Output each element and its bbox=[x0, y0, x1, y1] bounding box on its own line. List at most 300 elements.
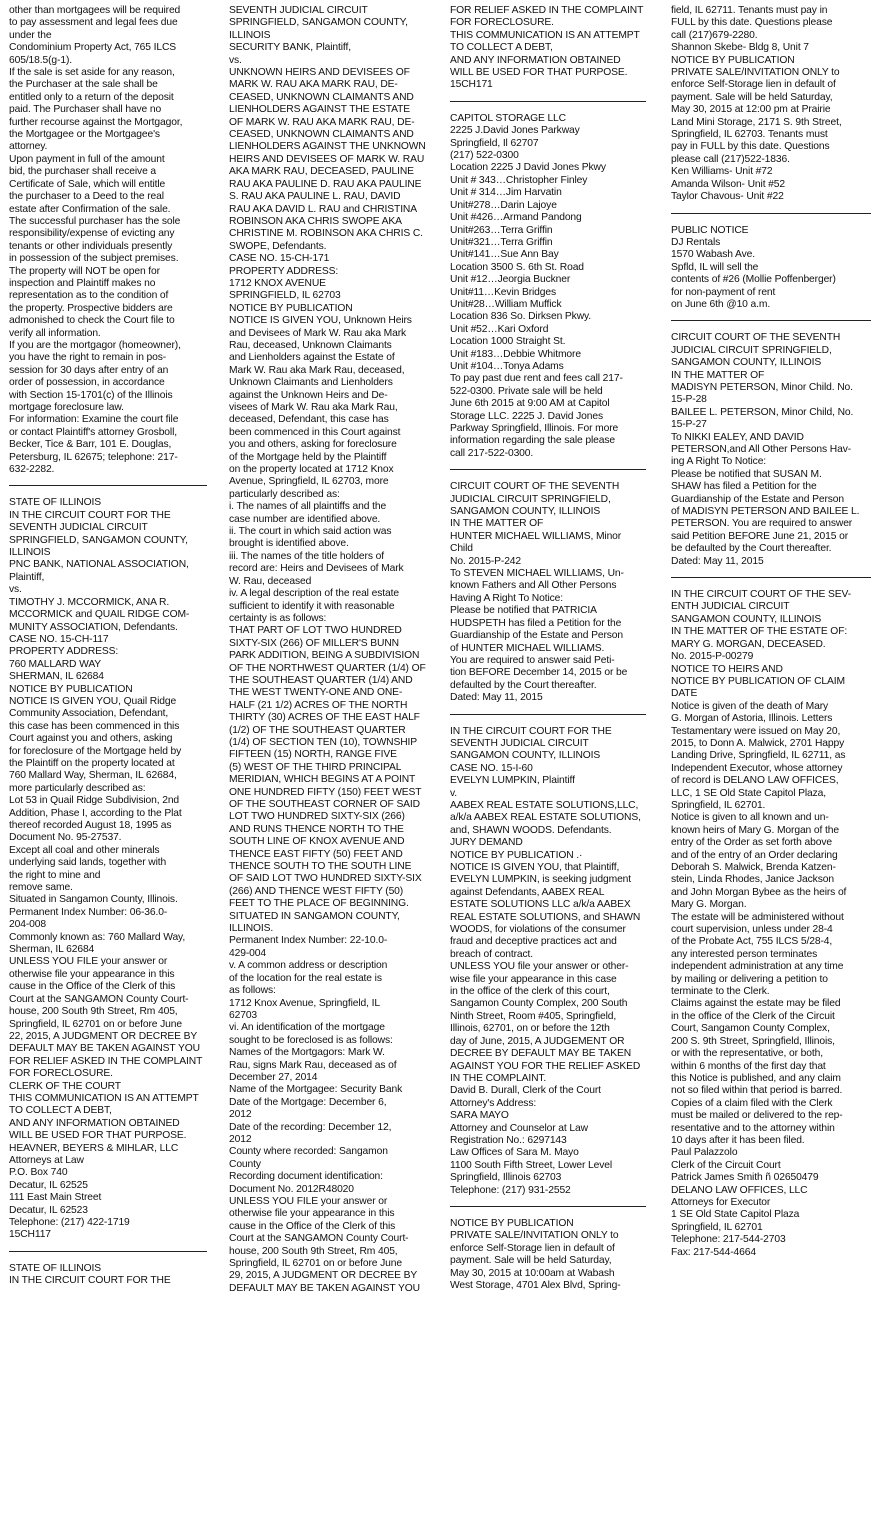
notice-line: Decatur, IL 62525 bbox=[9, 1179, 88, 1191]
notice-line: otherwise file your appearance in this bbox=[9, 968, 175, 980]
notice-line: Unit #104…Tonya Adams bbox=[450, 360, 564, 372]
notice-line: RAU AKA PAULINE D. RAU AKA PAULINE bbox=[229, 178, 422, 190]
notice-line: THE SOUTHEAST QUARTER (1/4) AND bbox=[229, 674, 413, 686]
notice-line: Guardianship of the Estate and Person bbox=[671, 493, 845, 505]
notice-line: remove same. bbox=[9, 882, 73, 894]
notice-line: 62703 bbox=[229, 1009, 258, 1021]
notice-line: MARK W. RAU AKA MARK RAU, DE- bbox=[229, 79, 398, 91]
notice-line: Deborah S. Malwick, Brenda Katzen- bbox=[671, 862, 836, 873]
notice-line: 15-P-27 bbox=[671, 419, 707, 431]
notice-line: with Section 15-1701(c) of the Illinois bbox=[9, 389, 173, 401]
notice-line: Patrick James Smith ñ 02650479 bbox=[671, 1172, 819, 1184]
notice-line: SITUATED IN SANGAMON COUNTY, bbox=[229, 910, 400, 922]
legal-notice bbox=[450, 113, 646, 460]
notice-line: Telephone: 217-544-2703 bbox=[671, 1234, 786, 1246]
notice-line: JUDICIAL CIRCUIT SPRINGFIELD, bbox=[671, 344, 832, 356]
notice-line: THAT PART OF LOT TWO HUNDRED bbox=[229, 625, 402, 637]
notice-line: THIS COMMUNICATION IS AN ATTEMPT bbox=[9, 1092, 199, 1104]
notice-line: Petersburg, IL 62675; telephone: 217- bbox=[9, 451, 178, 463]
legal-notice bbox=[671, 225, 871, 312]
notice-line: mortgage foreclosure law. bbox=[9, 402, 124, 413]
notice-line: No. 2015-P-242 bbox=[450, 555, 522, 567]
notice-line: Springfield, Illinois 62703 bbox=[450, 1172, 562, 1184]
notice-line: by mailing or delivering a petition to bbox=[671, 973, 828, 985]
notice-line: CEASED, UNKNOWN CLAIMANTS AND bbox=[229, 91, 414, 103]
notice-line: DEFAULT MAY BE TAKEN AGAINST YOU bbox=[229, 1282, 420, 1294]
notice-line: Clerk of the Circuit Court bbox=[671, 1159, 781, 1171]
notice-line: OF SAID LOT TWO HUNDRED SIXTY-SIX bbox=[229, 873, 422, 885]
legal-notice bbox=[450, 481, 646, 704]
notice-line: on the property located at 1712 Knox bbox=[229, 464, 394, 476]
notice-line: DEFAULT MAY BE TAKEN AGAINST YOU bbox=[9, 1043, 200, 1055]
notice-line: wise file your appearance in this case bbox=[450, 973, 617, 985]
notice-line: against the Unknown Heirs and De- bbox=[229, 389, 388, 401]
notice-line: contents of #26 (Mollie Poffenberger) bbox=[671, 274, 836, 286]
notice-line: Location 836 So. Dirksen Pkwy. bbox=[450, 311, 592, 323]
notice-line: NOTICE BY PUBLICATION bbox=[229, 302, 353, 314]
notice-line: Telephone: (217) 422-1719 bbox=[9, 1217, 130, 1228]
notice-line: AND ANY INFORMATION OBTAINED bbox=[9, 1117, 180, 1129]
notice-line: call 217-522-0300. bbox=[450, 447, 534, 459]
notice-line: ILLINOIS bbox=[9, 547, 51, 559]
notice-line: Unit#11…Kevin Bridges bbox=[450, 286, 557, 298]
notice-line: (5) WEST OF THE THIRD PRINCIPAL bbox=[229, 761, 402, 773]
notice-line: of HUNTER MICHAEL WILLIAMS. bbox=[450, 642, 605, 654]
notice-line: SPRINGFIELD, SANGAMON COUNTY, bbox=[229, 17, 408, 29]
notice-line: UNLESS YOU FILE your answer or bbox=[229, 1196, 388, 1207]
notice-line: terminate to the Clerk. bbox=[671, 986, 770, 998]
notice-line: 1712 KNOX AVENUE bbox=[229, 277, 326, 289]
notice-line: UNKNOWN HEIRS AND DEVISEES OF bbox=[229, 67, 410, 79]
notice-line: field, IL 62711. Tenants must pay in bbox=[671, 5, 828, 16]
notice-line: MERIDIAN, WHICH BEGINS AT A POINT bbox=[229, 774, 416, 786]
notice-line: IN THE CIRCUIT COURT FOR THE bbox=[450, 725, 612, 737]
notice-line: or contact Plaintiff's attorney Grosboll, bbox=[9, 426, 177, 438]
notice-line: please call (217)522-1836. bbox=[671, 153, 790, 165]
notice-line: SANGAMON COUNTY, ILLINOIS bbox=[450, 750, 601, 762]
column-3 bbox=[450, 5, 646, 1510]
notice-line: PROPERTY ADDRESS: bbox=[9, 646, 119, 658]
notice-line: LIENHOLDERS AGAINST THE ESTATE bbox=[229, 104, 411, 116]
notice-line: To NIKKI EALEY, AND DAVID bbox=[671, 431, 804, 443]
notice-line: WILL BE USED FOR THAT PURPOSE. bbox=[9, 1130, 187, 1142]
notice-line: Storage LLC. 2225 J. David Jones bbox=[450, 410, 603, 422]
notice-line: deceased, Defendant, this case has bbox=[229, 414, 389, 426]
notice-line: SECURITY BANK, Plaintiff, bbox=[229, 42, 351, 54]
notice-line: Rau, deceased, Unknown Claimants bbox=[229, 339, 392, 351]
notice-line: of the location for the real estate is bbox=[229, 972, 382, 984]
notice-line: 760 MALLARD WAY bbox=[9, 658, 102, 670]
notice-line: Child bbox=[450, 543, 473, 555]
notice-line: independent administration at any time bbox=[671, 961, 844, 973]
notice-line: JURY DEMAND bbox=[450, 837, 523, 849]
notice-line: Unit #426…Armand Pandong bbox=[450, 212, 582, 224]
notice-line: you and others, asking for foreclosure bbox=[229, 439, 397, 451]
legal-notice bbox=[450, 726, 646, 1197]
legal-notice bbox=[9, 5, 207, 476]
notice-line: IN THE CIRCUIT COURT FOR THE bbox=[9, 1275, 171, 1287]
notice-line: Copies of a claim filed with the Clerk bbox=[671, 1097, 833, 1109]
legal-notice bbox=[671, 5, 871, 204]
notice-line: If you are the mortgagor (homeowner), bbox=[9, 339, 181, 351]
notice-line: CASE NO. 15-CH-171 bbox=[229, 253, 330, 265]
notice-line: enforce Self-Storage lien in default of bbox=[450, 1242, 615, 1254]
notice-line: tion BEFORE December 14, 2015 or be bbox=[450, 667, 628, 679]
notice-line: estate after Confirmation of the sale. bbox=[9, 203, 171, 215]
notice-line: any interested person terminates bbox=[671, 948, 818, 960]
notice-line: the Purchaser at the sale shall be bbox=[9, 79, 158, 91]
notice-line: PUBLIC NOTICE bbox=[671, 224, 749, 236]
notice-line: Mary G. Morgan. bbox=[671, 899, 747, 911]
notice-line: not so filed within that period is barred. bbox=[671, 1085, 843, 1097]
notice-line: court supervision, unless under 28-4 bbox=[671, 924, 833, 936]
notice-line: Sangamon County Complex, 200 South bbox=[450, 998, 628, 1010]
notice-line: Community Association, Defendant, bbox=[9, 708, 169, 720]
notice-line: Independent Executor, whose attorney bbox=[671, 762, 843, 774]
notice-line: and Devisees of Mark W. Rau aka Mark bbox=[229, 327, 407, 339]
notice-line: and John Morgan Bybee as the heirs of bbox=[671, 886, 847, 898]
notice-line: ENTH JUDICIAL CIRCUIT bbox=[671, 601, 790, 613]
notice-line: 200 S. 9th Street, Springfield, Illinois, bbox=[671, 1035, 835, 1047]
notice-line: (266) AND THENCE WEST FIFTY (50) bbox=[229, 885, 404, 897]
notice-line: Claims against the estate may be filed bbox=[671, 998, 841, 1010]
notice-line: underlying said lands, together with bbox=[9, 857, 167, 869]
notice-line: County bbox=[229, 1158, 261, 1170]
notice-line: 2225 J.David Jones Parkway bbox=[450, 125, 580, 137]
notice-line: record are: Heirs and Devisees of Mark bbox=[229, 563, 404, 575]
notice-line: G. Morgan of Astoria, Illinois. Letters bbox=[671, 713, 833, 725]
notice-line: Commonly known as: 760 Mallard Way, bbox=[9, 931, 186, 943]
notice-line: 605/18.5(g-1). bbox=[9, 54, 73, 66]
notice-line: HEAVNER, BEYERS & MIHLAR, LLC bbox=[9, 1142, 179, 1154]
notice-line: ILLINOIS bbox=[229, 29, 271, 41]
notice-line: W. Rau, deceased bbox=[229, 575, 312, 587]
notice-line: v. bbox=[450, 787, 458, 799]
notice-line: Illinois, 62701, on or before the 12th bbox=[450, 1023, 610, 1035]
notice-line: EVELYN LUMPKIN, is seeking judgment bbox=[450, 874, 632, 886]
notice-divider bbox=[450, 1206, 646, 1207]
notice-line: MUNITY ASSOCIATION, Defendants. bbox=[9, 621, 178, 633]
notice-line: house, 200 South 9th Street, Rm 405, bbox=[229, 1245, 398, 1257]
notice-line: For information: Examine the court file bbox=[9, 414, 179, 426]
notice-line: to pay assessment and legal fees due bbox=[9, 17, 178, 29]
notice-line: IN THE CIRCUIT COURT FOR THE bbox=[9, 509, 171, 521]
notice-line: against Defendants, AABEX REAL bbox=[450, 886, 605, 898]
notice-line: The property will NOT be open for bbox=[9, 265, 160, 277]
notice-line: other than mortgagees will be required bbox=[9, 5, 181, 16]
notice-line: and of the entry of an Order declaring bbox=[671, 849, 838, 861]
notice-line: 204-008 bbox=[9, 919, 46, 931]
notice-line: May 30, 2015 at 12:00 pm at Prairie bbox=[671, 104, 831, 116]
notice-line: the right to mine and bbox=[9, 869, 101, 881]
notice-line: been commenced in this Court against bbox=[229, 426, 401, 438]
notice-line: order of possession, in accordance bbox=[9, 377, 165, 389]
column-2 bbox=[229, 5, 427, 1510]
notice-line: The successful purchaser has the sole bbox=[9, 215, 181, 227]
notice-line: FULL by this date. Questions please bbox=[671, 17, 833, 29]
notice-line: Attorneys for Executor bbox=[671, 1196, 771, 1208]
notice-line: admonished to check the Court file to bbox=[9, 315, 175, 327]
notice-line: UNLESS YOU file your answer or other- bbox=[450, 961, 629, 973]
notice-line: 522-0300. Private sale will be held bbox=[450, 385, 603, 397]
notice-line: FEET TO THE PLACE OF BEGINNING. bbox=[229, 898, 409, 910]
notice-line: information regarding the sale please bbox=[450, 435, 615, 447]
notice-line: you have the right to remain in pos- bbox=[9, 352, 167, 364]
notice-line: 29, 2015, A JUDGMENT OR DECREE BY bbox=[229, 1270, 418, 1282]
notice-divider bbox=[671, 577, 871, 578]
notice-line: Ken Williams- Unit #72 bbox=[671, 166, 773, 178]
notice-line: Permanent Index Number: 06-36.0- bbox=[9, 906, 168, 918]
notice-line: in the office of the clerk of this court, bbox=[450, 986, 610, 998]
notice-line: CLERK OF THE COURT bbox=[9, 1080, 121, 1092]
notice-line: SOUTH LINE OF KNOX AVENUE AND bbox=[229, 836, 405, 848]
notice-line: SWOPE, Defendants. bbox=[229, 240, 327, 252]
notice-line: County where recorded: Sangamon bbox=[229, 1146, 388, 1158]
legal-notice bbox=[450, 1218, 646, 1292]
notice-line: CAPITOL STORAGE LLC bbox=[450, 112, 566, 124]
notice-line: Dated: May 11, 2015 bbox=[450, 692, 543, 704]
notice-line: Location 2225 J David Jones Pkwy bbox=[450, 162, 606, 174]
notice-line: Date of the Mortgage: December 6, bbox=[229, 1096, 387, 1108]
notice-line: Unit # 314…Jim Harvatin bbox=[450, 187, 562, 199]
notice-line: CHRISTINE M. ROBINSON AKA CHRIS C. bbox=[229, 228, 423, 240]
notice-line: cause in the Office of the Clerk of this bbox=[229, 1220, 396, 1232]
notice-line: ILLINOIS. bbox=[229, 923, 274, 935]
notice-line: iii. The names of the title holders of bbox=[229, 550, 384, 562]
notice-line: MCCORMICK and QUAIL RIDGE COM- bbox=[9, 609, 190, 621]
notice-line: IN THE MATTER OF bbox=[450, 518, 544, 530]
notice-line: SEVENTH JUDICIAL CIRCUIT bbox=[9, 522, 148, 534]
notice-line: If the sale is set aside for any reason, bbox=[9, 67, 175, 79]
notice-line: NOTICE BY PUBLICATION bbox=[671, 54, 795, 66]
notice-line: No. 2015-P-00279 bbox=[671, 651, 754, 663]
column-4 bbox=[671, 5, 871, 1510]
notice-line: Springfield, Il 62707 bbox=[450, 137, 539, 149]
notice-line: OF MARK W. RAU AKA MARK RAU, DE- bbox=[229, 116, 415, 128]
notice-line: SPRINGFIELD, IL 62703 bbox=[229, 290, 341, 302]
notice-line: ESTATE SOLUTIONS LLC a/k/a AABEX bbox=[450, 899, 631, 911]
notice-line: The estate will be administered without bbox=[671, 911, 844, 923]
notice-line: FOR FORECLOSURE. bbox=[9, 1068, 113, 1080]
notice-line: To pay past due rent and fees call 217- bbox=[450, 373, 623, 385]
notice-line: NOTICE BY PUBLICATION bbox=[450, 1217, 574, 1229]
notice-line: TO COLLECT A DEBT, bbox=[450, 42, 553, 54]
notice-line: Plaintiff, bbox=[9, 571, 45, 583]
notice-line: entitled only to a return of the deposit bbox=[9, 91, 174, 103]
notice-line: in the office of the Clerk of the Circuit bbox=[671, 1010, 835, 1022]
notice-line: AND ANY INFORMATION OBTAINED bbox=[450, 54, 621, 66]
notice-line: Unit#28…William Muffick bbox=[450, 298, 562, 310]
notice-line: SEVENTH JUDICIAL CIRCUIT bbox=[229, 5, 368, 16]
notice-line: Decatur, IL 62523 bbox=[9, 1204, 88, 1216]
notice-line: HUNTER MICHAEL WILLIAMS, Minor bbox=[450, 530, 622, 542]
notice-line: Fax: 217-544-4664 bbox=[671, 1246, 756, 1258]
notice-line: enforce Self-Storage lien in default of bbox=[671, 79, 836, 91]
notice-line: PETERSON. You are required to answer bbox=[671, 518, 853, 530]
notice-line: (217) 522-0300 bbox=[450, 150, 519, 162]
notice-line: 15CH171 bbox=[450, 79, 493, 91]
notice-line: of MADISYN PETERSON AND BAILEE L. bbox=[671, 506, 860, 518]
notice-line: Having A Right To Notice: bbox=[450, 592, 564, 604]
notice-line: Paul Palazzolo bbox=[671, 1147, 738, 1159]
notice-line: and Lienholders against the Estate of bbox=[229, 352, 395, 364]
notice-line: Attorney's Address: bbox=[450, 1097, 537, 1109]
notice-line: and, SHAWN WOODS. Defendants. bbox=[450, 824, 612, 836]
notice-line: for foreclosure of the Mortgage held by bbox=[9, 745, 182, 757]
notice-line: this Notice is published, and any claim bbox=[671, 1072, 841, 1084]
notice-line: Please be notified that PATRICIA bbox=[450, 605, 597, 617]
notice-line: Document No. 95-27537. bbox=[9, 832, 122, 844]
notice-line: Sherman, IL 62684 bbox=[9, 944, 95, 956]
legal-notice bbox=[9, 1263, 207, 1288]
notice-line: i. The names of all plaintiffs and the bbox=[229, 501, 387, 513]
notice-line: LIENHOLDERS AGAINST THE UNKNOWN bbox=[229, 141, 426, 153]
notice-line: Unit#278…Darin Lajoye bbox=[450, 199, 557, 211]
notice-line: SHERMAN, IL 62684 bbox=[9, 671, 104, 683]
notice-line: representation as to the condition of bbox=[9, 290, 169, 302]
notice-line: NOTICE BY PUBLICATION .· bbox=[450, 849, 583, 861]
notice-line: the property. Prospective bidders are bbox=[9, 302, 173, 314]
notice-line: breach of contract. bbox=[450, 948, 534, 960]
notice-line: particularly described as: bbox=[229, 488, 340, 500]
notice-line: 15-P-28 bbox=[671, 394, 707, 406]
notice-line: Landing Drive, Springfield, IL 62711, as bbox=[671, 750, 846, 762]
notice-line: SANGAMON COUNTY, ILLINOIS bbox=[671, 357, 822, 369]
notice-line: IN THE CIRCUIT COURT OF THE SEV- bbox=[671, 589, 852, 601]
notice-line: call (217)679-2280. bbox=[671, 29, 758, 41]
notice-line: Condominium Property Act, 765 ILCS bbox=[9, 42, 177, 54]
notice-line: THE WEST TWENTY-ONE AND ONE- bbox=[229, 687, 403, 699]
notice-line: Springfield, IL 62701. bbox=[671, 799, 766, 811]
notice-line: 10 days after it has been filed. bbox=[671, 1134, 805, 1146]
notice-line: AGAINST YOU FOR THE RELIEF ASKED bbox=[450, 1060, 641, 1072]
notice-line: REAL ESTATE SOLUTIONS, and SHAWN bbox=[450, 911, 641, 923]
notice-line: stein, Linda Rhodes, Janice Jackson bbox=[671, 874, 834, 886]
notice-line: IN THE COMPLAINT. bbox=[450, 1072, 547, 1084]
notice-line: TIMOTHY J. MCCORMICK, ANA R. bbox=[9, 596, 170, 608]
notice-line: Date of the recording: December 12, bbox=[229, 1121, 392, 1133]
notice-line: DECREE BY DEFAULT MAY BE TAKEN bbox=[450, 1048, 632, 1060]
notice-line: Spfld, IL will sell the bbox=[671, 261, 759, 273]
notice-line: Notice is given of the death of Mary bbox=[671, 700, 829, 712]
notice-line: HALF (21 1/2) ACRES OF THE NORTH bbox=[229, 699, 408, 711]
notice-line: vs. bbox=[9, 584, 22, 596]
notice-line: Unit#321…Terra Griffin bbox=[450, 236, 553, 248]
notice-line: known heirs of Mary G. Morgan of the bbox=[671, 824, 839, 836]
notice-line: 15CH117 bbox=[9, 1229, 51, 1241]
notice-line: 22, 2015, A JUDGMENT OR DECREE BY bbox=[9, 1030, 198, 1042]
notice-line: OF THE NORTHWEST QUARTER (1/4) OF bbox=[229, 662, 426, 674]
notice-line: Springfield, IL 62703. Tenants must bbox=[671, 129, 828, 141]
notice-line: fraud and deceptive practices act and bbox=[450, 936, 617, 948]
notice-line: Unit#263…Terra Griffin bbox=[450, 224, 553, 236]
notice-line: UNLESS YOU FILE your answer or bbox=[9, 956, 168, 968]
notice-line: CIRCUIT COURT OF THE SEVENTH bbox=[671, 332, 841, 344]
notice-line: Court against you and others, asking bbox=[9, 733, 173, 745]
notice-line: responsibility/expense of evicting any bbox=[9, 228, 175, 240]
notice-line: Attorneys at Law bbox=[9, 1154, 84, 1166]
notice-line: NOTICE IS GIVEN YOU, that Plaintiff, bbox=[450, 862, 620, 873]
notice-line: 1570 Wabash Ave. bbox=[671, 249, 755, 261]
notice-line: Situated in Sangamon County, Illinois. bbox=[9, 894, 178, 906]
notice-line: EVELYN LUMPKIN, Plaintiff bbox=[450, 775, 575, 787]
notice-line: inspection and Plaintiff makes no bbox=[9, 277, 156, 289]
notice-line: RAU AKA DAVID L. RAU and CHRISTINA bbox=[229, 203, 417, 215]
notice-divider bbox=[9, 1251, 207, 1252]
notice-line: West Storage, 4701 Alex Blvd, Spring- bbox=[450, 1280, 621, 1291]
notice-line: Rau, signs Mark Rau, deceased as of bbox=[229, 1059, 397, 1071]
notice-line: AND RUNS THENCE NORTH TO THE bbox=[229, 823, 404, 835]
notice-line: 1712 Knox Avenue, Springfield, IL bbox=[229, 997, 380, 1009]
notice-line: cause in the Office of the Clerk of this bbox=[9, 981, 176, 993]
notice-line: within 6 months of the first day that bbox=[671, 1060, 826, 1072]
notice-line: sought to be foreclosed is as follows: bbox=[229, 1034, 393, 1046]
notice-line: Upon payment in full of the amount bbox=[9, 153, 165, 165]
notice-line: PRIVATE SALE/INVITATION ONLY to bbox=[671, 67, 840, 79]
notice-line: the Mortgagee or the Mortgagee's bbox=[9, 129, 160, 141]
notice-line: 429-004 bbox=[229, 947, 266, 959]
notice-line: 1100 South Fifth Street, Lower Level bbox=[450, 1159, 613, 1171]
notice-line: ii. The court in which said action was bbox=[229, 526, 392, 538]
notice-line: To STEVEN MICHAEL WILLIAMS, Un- bbox=[450, 568, 624, 580]
legal-notice bbox=[671, 332, 871, 568]
notice-line: verify all information. bbox=[9, 327, 101, 339]
notice-line: FOR RELIEF ASKED IN THE COMPLAINT bbox=[9, 1055, 203, 1067]
notice-line: HUDSPETH has filed a Petition for the bbox=[450, 617, 622, 629]
notice-line: SARA MAYO bbox=[450, 1110, 509, 1122]
notice-line: SANGAMON COUNTY, ILLINOIS bbox=[671, 613, 822, 625]
notice-line: ing A Right To Notice: bbox=[671, 456, 767, 468]
notice-line: Springfield, IL 62701 on or before June bbox=[9, 1018, 182, 1030]
notice-line: a/k/a AABEX REAL ESTATE SOLUTIONS, bbox=[450, 812, 641, 824]
notice-line: DELANO LAW OFFICES, LLC bbox=[671, 1184, 808, 1196]
notice-line: NOTICE BY PUBLICATION OF CLAIM bbox=[671, 675, 845, 687]
notice-line: Court, Sangamon County Complex, bbox=[671, 1023, 830, 1035]
notice-line: sufficient to identify it with reasonable bbox=[229, 600, 395, 612]
notice-line: LOT TWO HUNDRED SIXTY-SIX (266) bbox=[229, 811, 405, 823]
notice-line: DATE bbox=[671, 688, 698, 700]
notice-line: CIRCUIT COURT OF THE SEVENTH bbox=[450, 481, 620, 493]
notice-line: You are required to answer said Peti- bbox=[450, 654, 615, 666]
notice-line: Document No. 2012R48020 bbox=[229, 1183, 354, 1195]
notice-line: Name of the Mortgagee: Security Bank bbox=[229, 1084, 403, 1096]
notice-line: Telephone: (217) 931-2552 bbox=[450, 1184, 571, 1196]
notice-line: Unit #52…Kari Oxford bbox=[450, 323, 549, 335]
notice-line: SIXTY-SIX (266) OF MILLER'S BUNN bbox=[229, 637, 399, 649]
notice-line: SEVENTH JUDICIAL CIRCUIT bbox=[450, 737, 589, 749]
notice-line: SHAW has filed a Petition for the bbox=[671, 481, 817, 493]
notice-line: Location 3500 S. 6th St. Road bbox=[450, 261, 584, 273]
notice-line: THIRTY (30) ACRES OF THE EAST HALF bbox=[229, 712, 420, 724]
notice-line: Law Offices of Sara M. Mayo bbox=[450, 1147, 579, 1159]
notice-line: PETERSON,and All Other Persons Hav- bbox=[671, 444, 852, 455]
column-1 bbox=[9, 5, 207, 1510]
notice-line: STATE OF ILLINOIS bbox=[9, 497, 101, 509]
notice-line: Permanent Index Number: 22-10.0- bbox=[229, 935, 388, 947]
notice-divider bbox=[450, 469, 646, 470]
notice-line: DJ Rentals bbox=[671, 236, 721, 248]
notice-line: BAILEE L. PETERSON, Minor Child, No. bbox=[671, 406, 854, 418]
notice-line: Lot 53 in Quail Ridge Subdivision, 2nd bbox=[9, 795, 180, 807]
notice-line: AKA MARK RAU, DECEASED, PAULINE bbox=[229, 166, 414, 178]
notice-divider bbox=[671, 213, 871, 214]
notice-line: Unit #183…Debbie Whitmore bbox=[450, 348, 581, 360]
notice-line: Addition, Phase I, according to the Plat bbox=[9, 807, 182, 819]
notice-line: SANGAMON COUNTY, ILLINOIS bbox=[450, 506, 601, 518]
notice-line: attorney. bbox=[9, 141, 48, 153]
notice-line: WILL BE USED FOR THAT PURPOSE. bbox=[450, 67, 628, 79]
notice-line: FOR RELIEF ASKED IN THE COMPLAINT bbox=[450, 5, 644, 16]
